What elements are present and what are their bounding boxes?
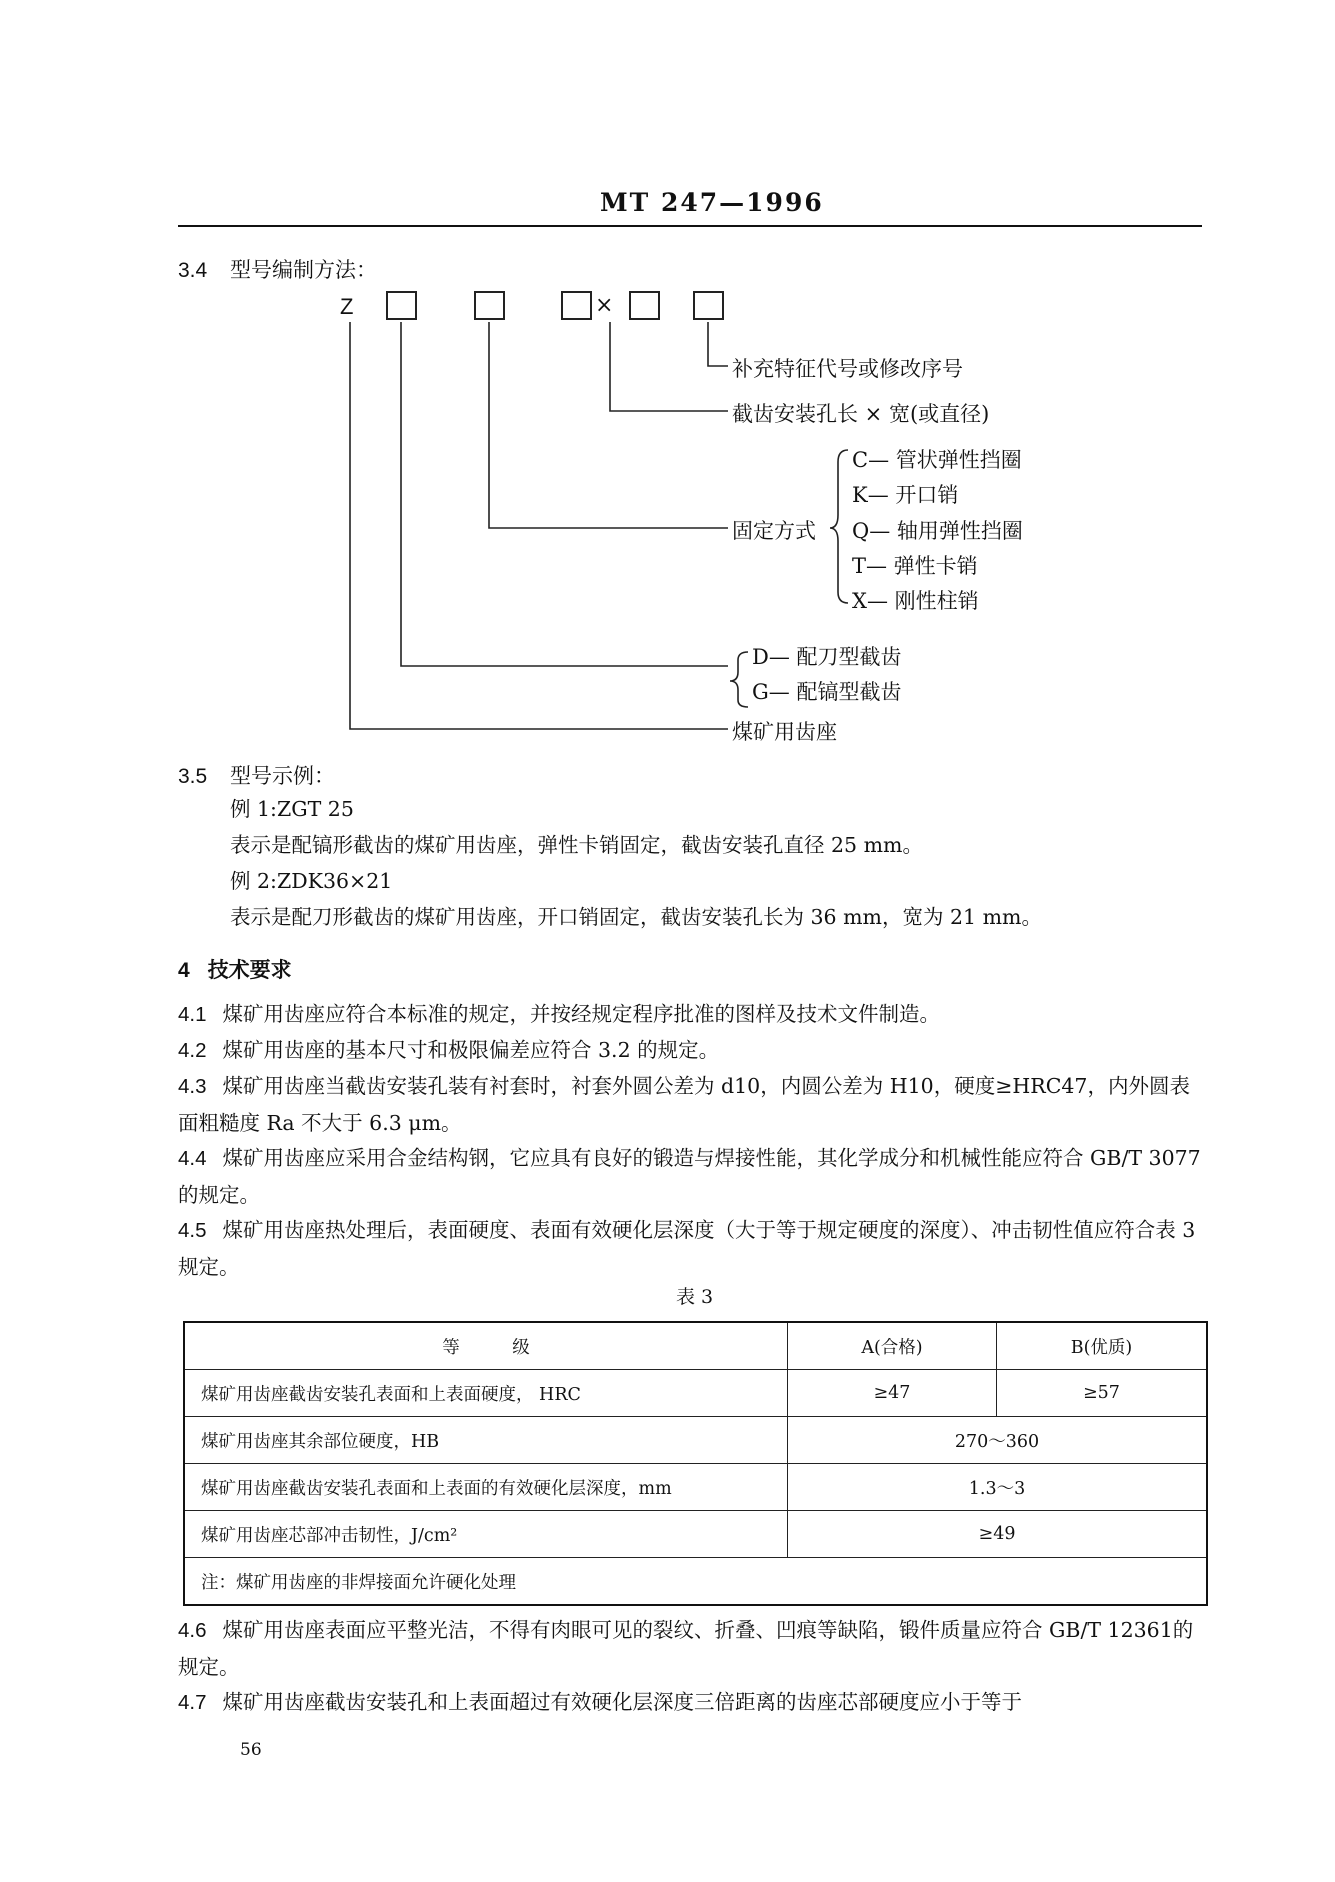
clause-number: 4.6 bbox=[178, 1619, 207, 1642]
clause-number: 4.3 bbox=[178, 1075, 207, 1098]
clause-4-6 bbox=[178, 1612, 1208, 1685]
table-note-row bbox=[184, 1558, 1207, 1606]
clause-text: 煤矿用齿座当截齿安装孔装有衬套时，衬套外圆公差为 d10，内圆公差为 H10，硬度≥HRC47，内外圆表面粗糙度 Ra 不大于 6.3 μm。 bbox=[178, 1074, 1190, 1135]
label-supplement: 补充特征代号或修改序号 bbox=[732, 357, 963, 381]
table-row bbox=[184, 1511, 1207, 1558]
table-row bbox=[184, 1464, 1207, 1511]
section-number: 3.4 bbox=[178, 259, 208, 282]
clause-number: 4.2 bbox=[178, 1039, 207, 1062]
clause-number: 4.5 bbox=[178, 1219, 207, 1242]
fix-option-k: K— 开口销 bbox=[852, 483, 959, 507]
row-label: 煤矿用齿座截齿安装孔表面和上表面硬度， HRC bbox=[184, 1370, 788, 1417]
table-3-caption: 表 3 bbox=[676, 1286, 714, 1308]
clause-number: 4.7 bbox=[178, 1691, 207, 1714]
clause-4-2 bbox=[178, 1032, 1208, 1069]
fix-option-c: C— 管状弹性挡圈 bbox=[852, 448, 1022, 472]
page-header: MT 247—1996 bbox=[600, 188, 824, 217]
cell-b: ≥57 bbox=[996, 1370, 1207, 1417]
cell-ab: ≥49 bbox=[788, 1511, 1208, 1558]
example-2-desc: 表示是配刀形截齿的煤矿用齿座，开口销固定，截齿安装孔长为 36 mm，宽为 21 mm。 bbox=[230, 905, 1042, 929]
cell-ab: 1.3～3 bbox=[788, 1464, 1208, 1511]
table-row bbox=[184, 1417, 1207, 1464]
clause-text: 煤矿用齿座应符合本标准的规定，并按经规定程序批准的图样及技术文件制造。 bbox=[222, 1002, 940, 1026]
clause-text: 煤矿用齿座的基本尺寸和极限偏差应符合 3.2 的规定。 bbox=[222, 1038, 720, 1062]
table-3 bbox=[183, 1321, 1208, 1606]
cell-a: ≥47 bbox=[788, 1370, 997, 1417]
section-number: 3.5 bbox=[178, 765, 208, 788]
code-prefix: Z bbox=[340, 294, 354, 319]
fix-option-t: T— 弹性卡销 bbox=[852, 554, 978, 578]
row-label: 煤矿用齿座其余部位硬度，HB bbox=[184, 1417, 788, 1464]
clause-number: 4.4 bbox=[178, 1147, 207, 1170]
row-label: 煤矿用齿座芯部冲击韧性，J/cm² bbox=[184, 1511, 788, 1558]
clause-4-5 bbox=[178, 1212, 1208, 1285]
fix-option-x: X— 刚性柱销 bbox=[852, 589, 979, 613]
table-note: 注：煤矿用齿座的非焊接面允许硬化处理 bbox=[184, 1558, 1207, 1606]
pick-option-g: G— 配镐型截齿 bbox=[752, 680, 902, 704]
example-1: 例 1:ZGT 25 bbox=[230, 797, 354, 821]
label-fixing: 固定方式 bbox=[732, 519, 816, 543]
clause-4-4 bbox=[178, 1140, 1208, 1213]
header-grade-b: B(优质) bbox=[996, 1322, 1207, 1370]
header-grade-a: A(合格) bbox=[788, 1322, 997, 1370]
header-grade: 等 级 bbox=[184, 1322, 788, 1370]
example-1-desc: 表示是配镐形截齿的煤矿用齿座，弹性卡销固定，截齿安装孔直径 25 mm。 bbox=[230, 833, 923, 857]
clause-text: 煤矿用齿座截齿安装孔和上表面超过有效硬化层深度三倍距离的齿座芯部硬度应小于等于 bbox=[222, 1690, 1022, 1714]
clause-number: 4.1 bbox=[178, 1003, 207, 1026]
clause-text: 煤矿用齿座热处理后，表面硬度、表面有效硬化层深度（大于等于规定硬度的深度）、冲击韧性值应符合表 3 规定。 bbox=[178, 1218, 1196, 1279]
table-row bbox=[184, 1370, 1207, 1417]
row-label: 煤矿用齿座截齿安装孔表面和上表面的有效硬化层深度，mm bbox=[184, 1464, 788, 1511]
section-number: 4 bbox=[178, 959, 190, 982]
clause-4-7 bbox=[178, 1684, 1208, 1721]
pick-option-d: D— 配刀型截齿 bbox=[752, 645, 902, 669]
clause-4-3 bbox=[178, 1068, 1208, 1141]
section-title: 型号编制方法： bbox=[230, 258, 377, 282]
label-hole-size: 截齿安装孔长 × 宽(或直径) bbox=[732, 402, 990, 426]
section-title: 型号示例： bbox=[230, 764, 335, 788]
clause-4-1 bbox=[178, 996, 1208, 1033]
fix-option-q: Q— 轴用弹性挡圈 bbox=[852, 519, 1023, 543]
page-number: 56 bbox=[240, 1740, 262, 1760]
times-sign: × bbox=[595, 293, 614, 318]
table-header-row bbox=[184, 1322, 1207, 1370]
clause-text: 煤矿用齿座应采用合金结构钢，它应具有良好的锻造与焊接性能，其化学成分和机械性能应符合 GB/T 3077 的规定。 bbox=[178, 1146, 1201, 1207]
example-2: 例 2:ZDK36×21 bbox=[230, 869, 393, 893]
section-3-5-heading bbox=[178, 760, 335, 790]
label-holder: 煤矿用齿座 bbox=[732, 720, 837, 744]
section-4-heading bbox=[178, 954, 292, 984]
cell-ab: 270～360 bbox=[788, 1417, 1208, 1464]
section-title: 技术要求 bbox=[207, 957, 292, 982]
clause-text: 煤矿用齿座表面应平整光洁，不得有肉眼可见的裂纹、折叠、凹痕等缺陷，锻件质量应符合 GB/T 12361的规定。 bbox=[178, 1618, 1194, 1679]
